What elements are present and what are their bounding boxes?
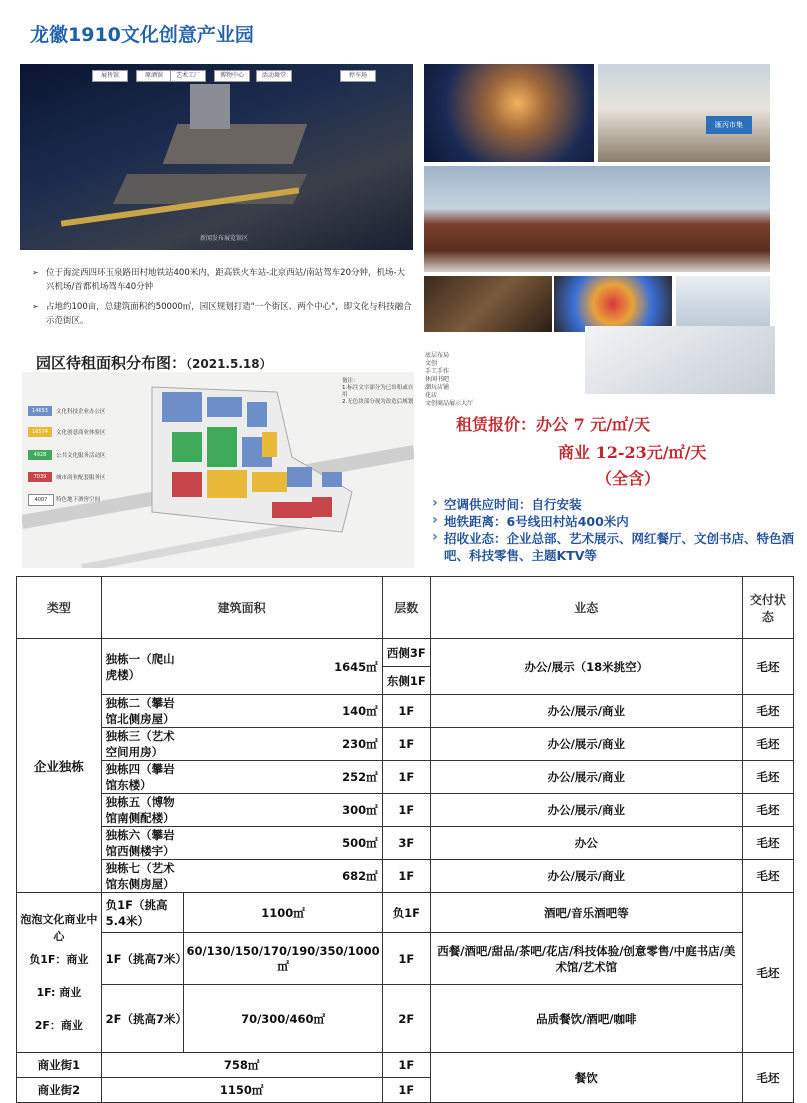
row-name: 独栋二（攀岩馆北侧房屋） [101,695,184,728]
table-row [17,860,794,893]
price-commercial: 商业 12-23元/㎡/天 [558,443,707,462]
legend-public: 4928 公共文化服务活动区 [28,450,114,460]
map-note-line: 2.无色块部分视为改造后规划 [342,399,414,405]
aerial-tag: 艺术工厂 [170,70,206,82]
row-status: 毛坯 [742,1053,793,1103]
map-note [342,378,414,406]
row-name: 负1F（挑高5.4米） [101,893,184,933]
header-use: 业态 [430,577,742,639]
row-floors: 3F [382,827,430,860]
row-name: 2F（挑高7米） [101,985,184,1053]
table-row [17,728,794,761]
row-name: 商业街1 [17,1053,102,1078]
header-type: 类型 [17,577,102,639]
row-use: 办公/展示/商业 [430,695,742,728]
fact-item: › 招收业态：企业总部、艺术展示、网红餐厅、文创书店、特色酒吧、科技零售、主题KTV等 [430,530,800,564]
legend-commercial: 16574 文化创意商业体验区 [28,427,114,437]
category-bubble [17,893,102,1053]
aerial-tag: 博物中心 [214,70,250,82]
row-floors: 1F [382,860,430,893]
row-area: 60/130/150/170/190/350/1000㎡ [184,933,382,985]
row-name: 独栋七（艺术馆东侧房屋） [101,860,184,893]
map-date: （2021.5.18） [186,357,272,371]
iso-legend-item: 底层布局 [425,352,450,359]
table-row [17,893,794,933]
row-area: 1150㎡ [101,1078,382,1103]
row-floors: 1F [382,1078,430,1103]
gallery-photo [676,276,770,332]
map-subheading [36,352,272,373]
row-area: 758㎡ [101,1053,382,1078]
row-floors: 1F [382,761,430,794]
category-enterprise: 企业独栋 [17,639,102,893]
row-use: 品质餐饮/酒吧/咖啡 [430,985,742,1053]
aerial-photo [20,64,413,250]
aerial-tag: 原酒馆 [136,70,172,82]
header-status: 交付状态 [742,577,793,639]
row-use: 办公/展示/商业 [430,794,742,827]
row-name: 独栋五（博物馆南侧配楼） [101,794,184,827]
row-use: 餐饮 [430,1053,742,1103]
row-status: 毛坯 [742,827,793,860]
rental-table [16,576,794,1103]
aerial-tag: 停车场 [340,70,376,82]
bullet-item: ➢ 位于海淀西四环玉泉路田村地铁站400米内，距高铁火车站-北京西站/南站驾车20分钟，机场-大兴机场/首都机场驾车40分钟 [32,266,412,294]
iso-legend-item: 潮玩店铺 [425,384,450,391]
price-note: （全含） [596,469,661,488]
row-floors: 1F [382,933,430,985]
row-area: 140㎡ [184,695,382,728]
market-hall-photo [598,64,770,162]
iso-legend [425,352,495,408]
row-use: 办公 [430,827,742,860]
row-name: 独栋六（攀岩馆西侧楼宇） [101,827,184,860]
facts-list [430,496,800,564]
row-area: 682㎡ [184,860,382,893]
row-use: 办公/展示（18米挑空） [430,639,742,695]
row-area: 252㎡ [184,761,382,794]
interior-photo [424,276,552,332]
row-area: 1100㎡ [184,893,382,933]
location-bullets [32,266,412,334]
row-use: 酒吧/音乐酒吧等 [430,893,742,933]
table-row [17,794,794,827]
aerial-tag: 展售馆 [92,70,128,82]
brick-building-photo [424,166,770,272]
aerial-tag: 活动舞堂 [256,70,292,82]
row-status: 毛坯 [742,639,793,695]
row-use: 西餐/酒吧/甜品/茶吧/花店/科技体验/创意零售/中庭书店/美术馆/艺术馆 [430,933,742,985]
bubble-line: 1F: 商业 [36,986,82,999]
bubble-line: 负1F：商业 [29,953,89,966]
header-area: 建筑面积 [101,577,382,639]
row-name: 商业街2 [17,1078,102,1103]
row-use: 办公/展示/商业 [430,728,742,761]
legend-service: 7039 城市商业配套服务区 [28,472,114,482]
fact-item: › 空调供应时间：自行安装 [430,496,800,513]
fact-item: › 地铁距离：6号线田村站400米内 [430,513,800,530]
row-status: 毛坯 [742,794,793,827]
table-row [17,985,794,1053]
legend-cellar: 4007 特色地下酒窖空间 [28,494,114,504]
row-area: 70/300/460㎡ [184,985,382,1053]
table-row [17,761,794,794]
table-row [17,639,794,667]
row-floors: 2F [382,985,430,1053]
row-floors: 1F [382,728,430,761]
row-floors: 西侧3F [382,639,430,667]
isometric-plan [585,326,775,394]
table-header-row [17,577,794,639]
row-floors: 负1F [382,893,430,933]
bubble-label: 泡泡文化商业中心 [20,913,98,943]
market-sign: 匯丙市集 [706,116,752,134]
bullet-item: ➢ 占地约100亩，总建筑面积约50000㎡，园区规划打造"一个街区、两个中心"，即文化与科技融合示范街区。 [32,300,412,328]
row-status: 毛坯 [742,860,793,893]
row-area: 1645㎡ [184,639,382,695]
table-row [17,1053,794,1078]
iso-legend-item: 花店 [425,392,438,399]
row-status: 毛坯 [742,761,793,794]
table-row [17,827,794,860]
row-status: 毛坯 [742,695,793,728]
row-name: 独栋四（攀岩馆东楼） [101,761,184,794]
legend-office: 14653 文化科技企业办公区 [28,406,114,416]
map-subheading-text: 园区待租面积分布图： [36,354,187,372]
table-row [17,695,794,728]
row-floors: 1F [382,1053,430,1078]
aerial-caption: 新闻发布展览馆区 [200,235,249,242]
row-name: 1F（挑高7米） [101,933,184,985]
night-building-photo [424,64,594,162]
iso-legend-item: 文创 [425,360,438,367]
iso-legend-item: 手工手作 [425,368,450,375]
site-map [22,372,414,568]
row-area: 500㎡ [184,827,382,860]
row-use: 办公/展示/商业 [430,761,742,794]
page-title: 龙徽1910文化创意产业园 [30,24,254,46]
map-note-line: 备注： [342,378,359,384]
row-floors: 1F [382,794,430,827]
iso-legend-item: 休闲书吧 [425,376,450,383]
table-row [17,933,794,985]
map-note-line: 1.标注文字部分为已出租或自用 [342,385,414,398]
art-ceiling-photo [554,276,672,332]
row-floors: 东侧1F [382,667,430,695]
bubble-line: 2F：商业 [34,1019,83,1032]
row-name: 独栋一（爬山虎楼） [101,639,184,695]
price-office: 租赁报价：办公 7 元/㎡/天 [456,415,650,434]
row-area: 230㎡ [184,728,382,761]
row-status: 毛坯 [742,893,793,1053]
row-area: 300㎡ [184,794,382,827]
header-floors: 层数 [382,577,430,639]
row-status: 毛坯 [742,728,793,761]
iso-legend-item: 文创商品展示大厅 [425,400,474,407]
row-name: 独栋三（艺术空间用房） [101,728,184,761]
row-floors: 1F [382,695,430,728]
row-use: 办公/展示/商业 [430,860,742,893]
